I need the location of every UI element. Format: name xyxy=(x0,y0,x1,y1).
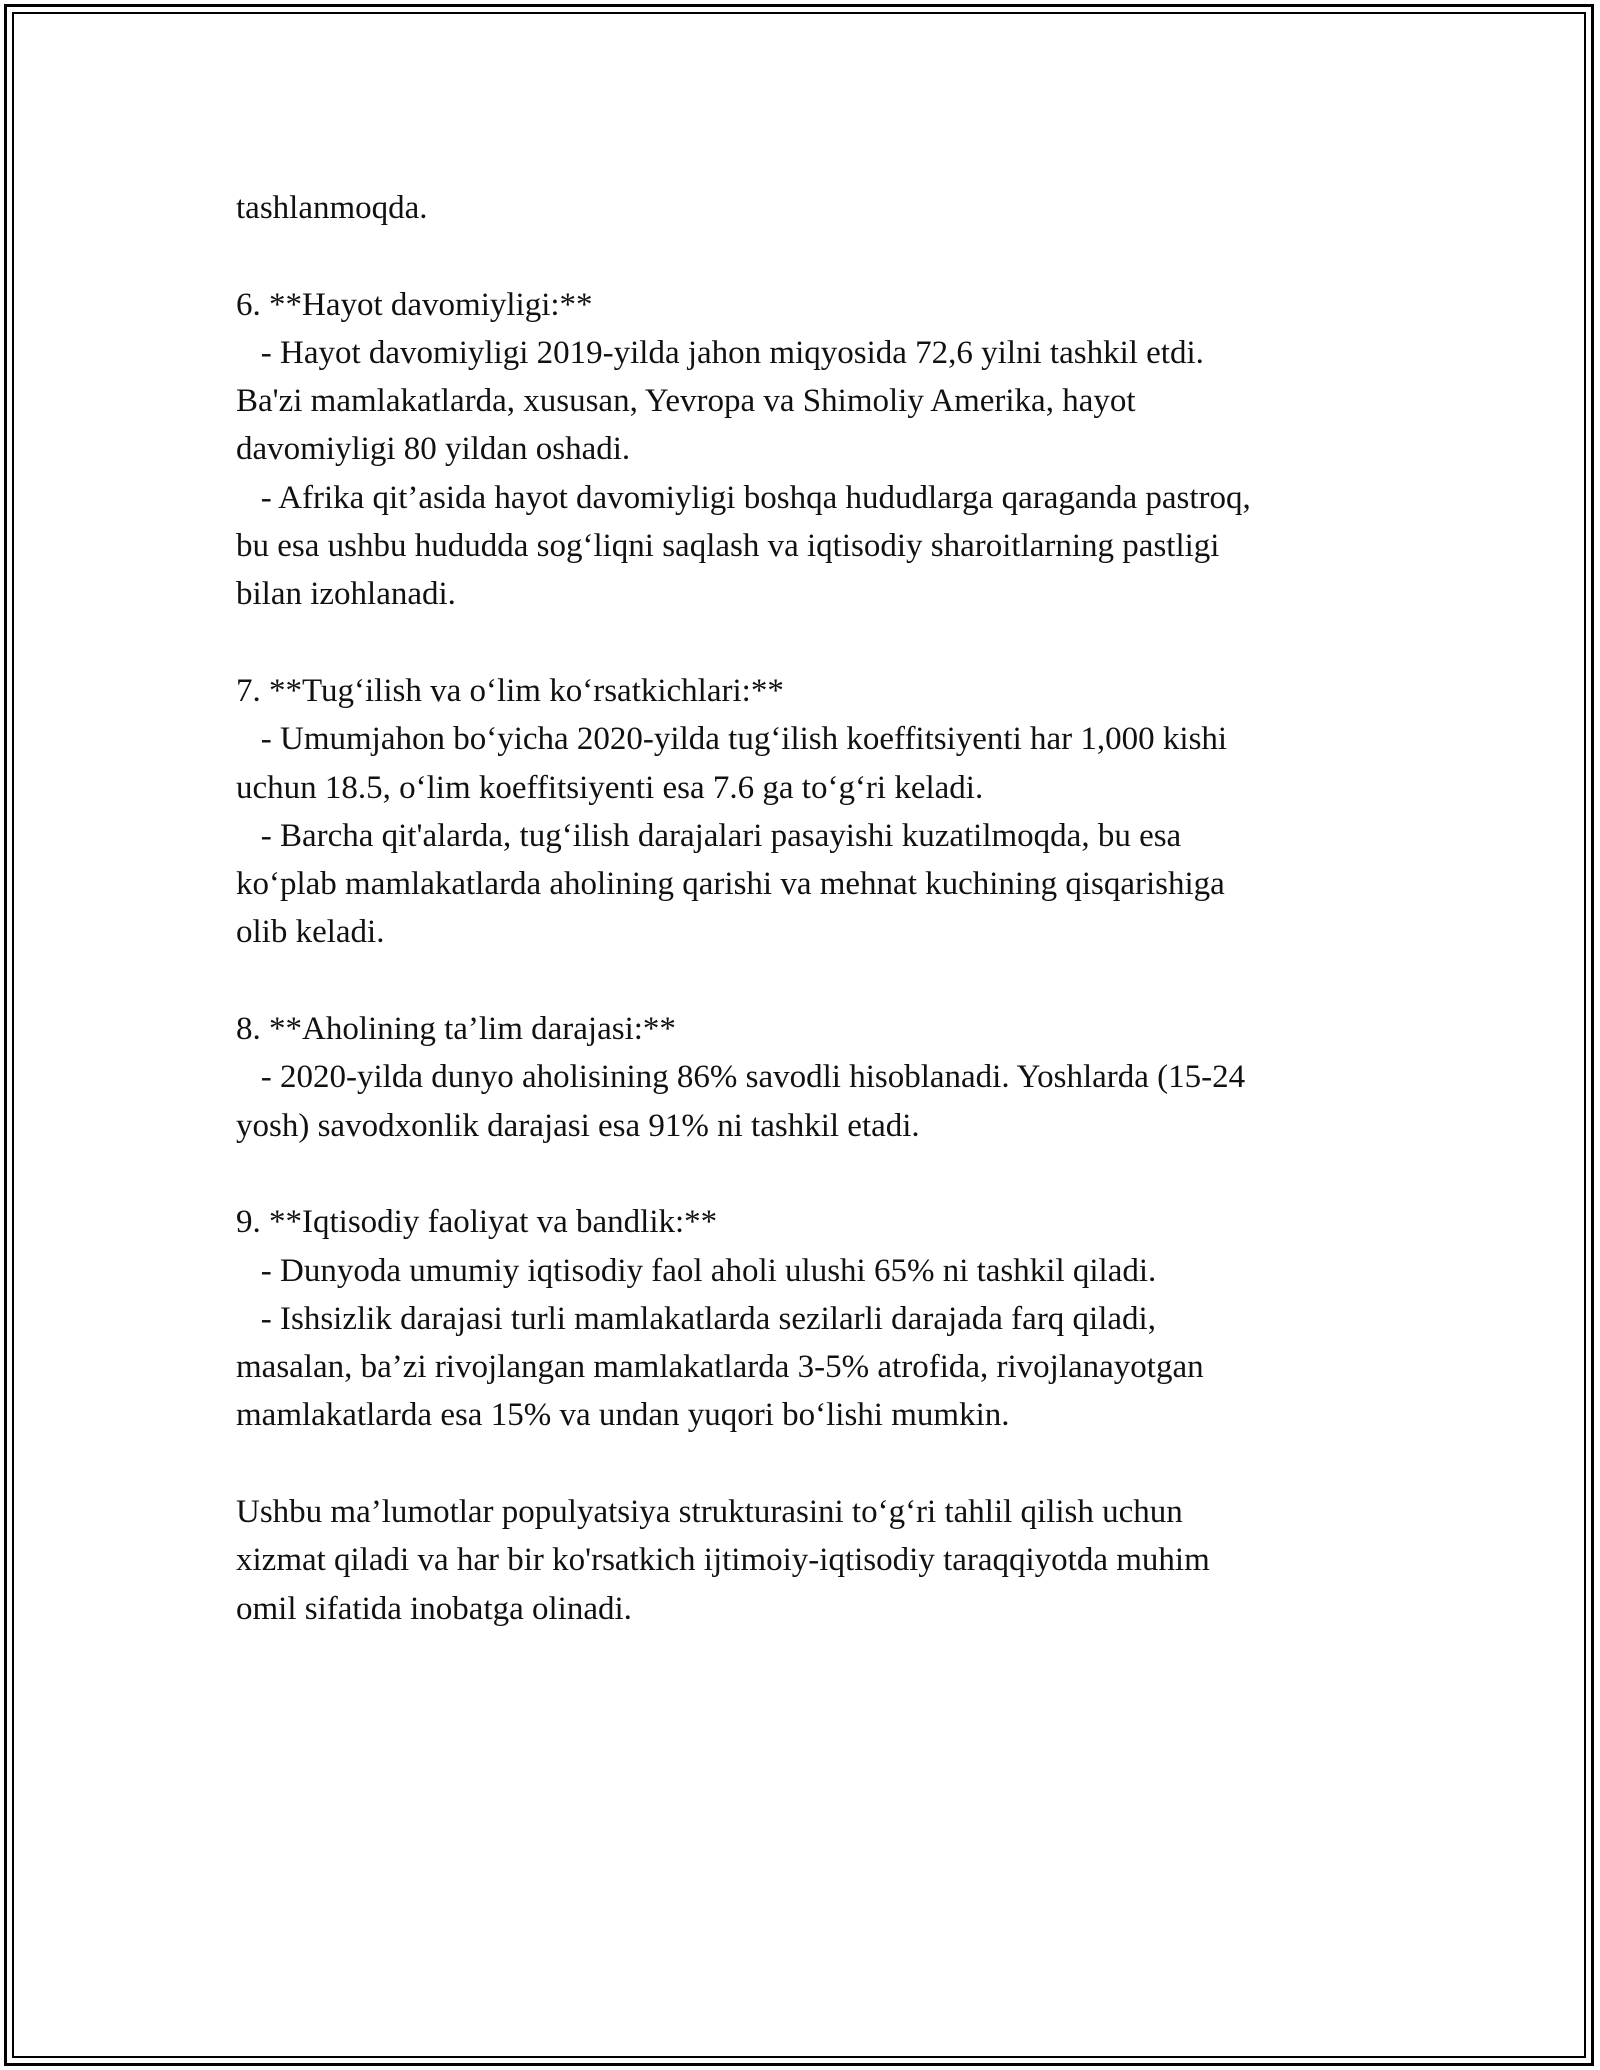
paragraph-gap xyxy=(236,957,1376,1005)
section-line: - 2020-yilda dunyo aholisining 86% savodli hisoblanadi. Yoshlarda (15-24 xyxy=(236,1059,1246,1096)
section-line: bilan izohlanadi. xyxy=(236,576,456,613)
section-line: masalan, ba’zi rivojlangan mamlakatlarda 3-5% atrofida, rivojlanayotgan xyxy=(236,1349,1204,1386)
section-line: uchun 18.5, o‘lim koeffitsiyenti esa 7.6 ga to‘g‘ri keladi. xyxy=(236,769,984,806)
section-line: - Barcha qit'alarda, tug‘ilish darajalari pasayishi kuzatilmoqda, bu esa xyxy=(236,817,1182,854)
section-education-level xyxy=(236,1005,1376,1150)
section-line: bu esa ushbu hududda sog‘liqni saqlash va iqtisodiy sharoitlarning pastligi xyxy=(236,528,1220,565)
document-body xyxy=(236,184,1376,1633)
section-line: ko‘plab mamlakatlarda aholining qarishi va mehnat kuchining qisqarishiga xyxy=(236,866,1225,903)
conclusion-line: Ushbu ma’lumotlar populyatsiya strukturasini to‘g‘ri tahlil qilish uchun xyxy=(236,1494,1183,1531)
section-heading: 6. **Hayot davomiyligi:** xyxy=(236,286,593,323)
section-line: - Hayot davomiyligi 2019-yilda jahon miqyosida 72,6 yilni tashkil etdi. xyxy=(236,334,1204,371)
section-line: - Umumjahon bo‘yicha 2020-yilda tug‘ilish koeffitsiyenti har 1,000 kishi xyxy=(236,721,1228,758)
paragraph-gap xyxy=(236,619,1376,667)
conclusion-line: xizmat qiladi va har bir ko'rsatkich ijtimoiy-iqtisodiy taraqqiyotda muhim xyxy=(236,1542,1210,1579)
section-line: davomiyligi 80 yildan oshadi. xyxy=(236,431,631,468)
section-birth-death-rates xyxy=(236,667,1376,957)
conclusion-paragraph xyxy=(236,1488,1376,1633)
section-line: yosh) savodxonlik darajasi esa 91% ni tashkil etadi. xyxy=(236,1107,920,1144)
paragraph-gap xyxy=(236,1440,1376,1488)
section-line: olib keladi. xyxy=(236,914,385,951)
section-line: - Ishsizlik darajasi turli mamlakatlarda sezilarli darajada farq qiladi, xyxy=(236,1300,1156,1337)
section-line: Ba'zi mamlakatlarda, xususan, Yevropa va Shimoliy Amerika, hayot xyxy=(236,383,1136,420)
section-heading: 7. **Tug‘ilish va o‘lim ko‘rsatkichlari:** xyxy=(236,672,784,709)
section-heading: 8. **Aholining ta’lim darajasi:** xyxy=(236,1011,676,1048)
section-line: mamlakatlarda esa 15% va undan yuqori bo‘lishi mumkin. xyxy=(236,1397,1010,1434)
continuation-text: tashlanmoqda. xyxy=(236,190,428,226)
section-line: - Afrika qit’asida hayot davomiyligi boshqa hududlarga qaraganda pastroq, xyxy=(236,479,1251,516)
section-economic-activity xyxy=(236,1198,1376,1439)
conclusion-line: omil sifatida inobatga olinadi. xyxy=(236,1590,632,1627)
paragraph-gap xyxy=(236,1150,1376,1198)
section-life-expectancy xyxy=(236,281,1376,619)
paragraph-gap xyxy=(236,232,1376,280)
section-heading: 9. **Iqtisodiy faoliyat va bandlik:** xyxy=(236,1204,718,1241)
section-line: - Dunyoda umumiy iqtisodiy faol aholi ulushi 65% ni tashkil qiladi. xyxy=(236,1252,1157,1289)
